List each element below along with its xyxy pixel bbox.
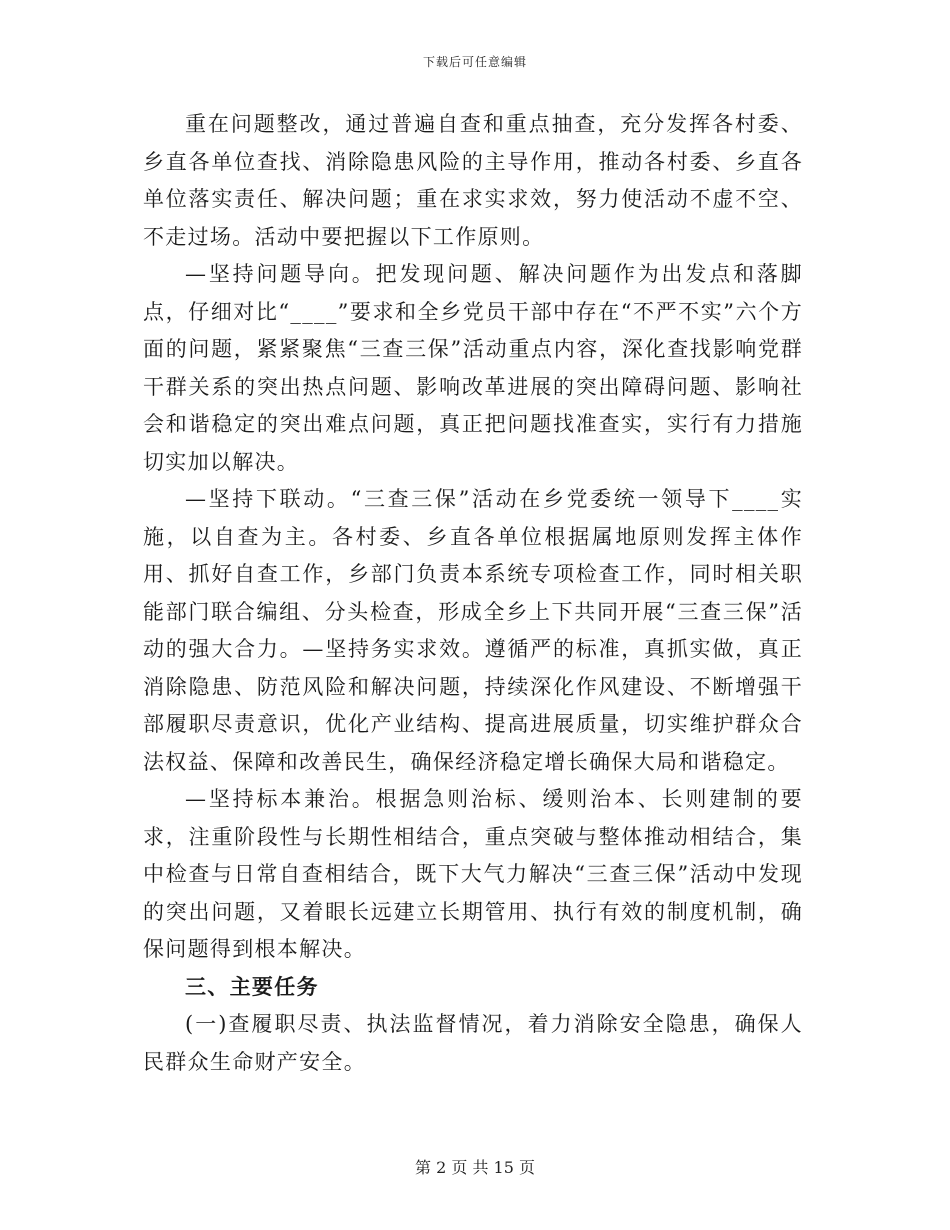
paragraph-principles-intro: 重在问题整改，通过普遍自查和重点抽查，充分发挥各村委、乡直各单位查找、消除隐患风险的主导作用，推动各村委、乡直各单位落实责任、解决问题；重在求实求效，努力使活动不虚不空、不走过场。活动中要把握以下工作原则。 [143,112,803,249]
paragraph-problem-oriented: —坚持问题导向。把发现问题、解决问题作为出发点和落脚点，仔细对比“____”要求和全乡党员干部中存在“不严不实”六个方面的问题，紧紧聚焦“三查三保”活动重点内容，深化查找影响党群干群关系的突出热点问题、影响改革进展的突出障碍问题、影响社会和谐稳定的突出难点问题，真正把问题找准查实，实行有力措施切实加以解决。 [143,262,803,474]
page-header: 下载后可任意编辑 [422,55,527,69]
document-body [143,106,803,1081]
paragraph-linkage: —坚持下联动。“三查三保”活动在乡党委统一领导下____实施，以自查为主。各村委、乡直各单位根据属地原则发挥主体作用、抓好自查工作，乡部门负责本系统专项检查工作，同时相关职能部门联合编组、分头检查，形成全乡上下共同开展“三查三保”活动的强大合力。—坚持务实求效。遵循严的标准，真抓实做，真正消除隐患、防范风险和解决问题，持续深化作风建设、不断增强干部履职尽责意识，优化产业结构、提高进展质量，切实维护群众合法权益、保障和改善民生，确保经济稳定增长确保大局和谐稳定。 [143,487,803,774]
section-heading: 三、主要任务 [185,974,319,999]
paragraph-task-one: (一)查履职尽责、执法监督情况，着力消除安全隐患，确保人民群众生命财产安全。 [143,1012,803,1074]
paragraph-root-and-branch: —坚持标本兼治。根据急则治标、缓则治本、长则建制的要求，注重阶段性与长期性相结合，重点突破与整体推动相结合，集中检查与日常自查相结合，既下大气力解决“三查三保”活动中发现的突出问题，又着眼长远建立长期管用、执行有效的制度机制，确保问题得到根本解决。 [143,787,803,961]
page-number: 第 2 页 共 15 页 [415,1158,535,1177]
